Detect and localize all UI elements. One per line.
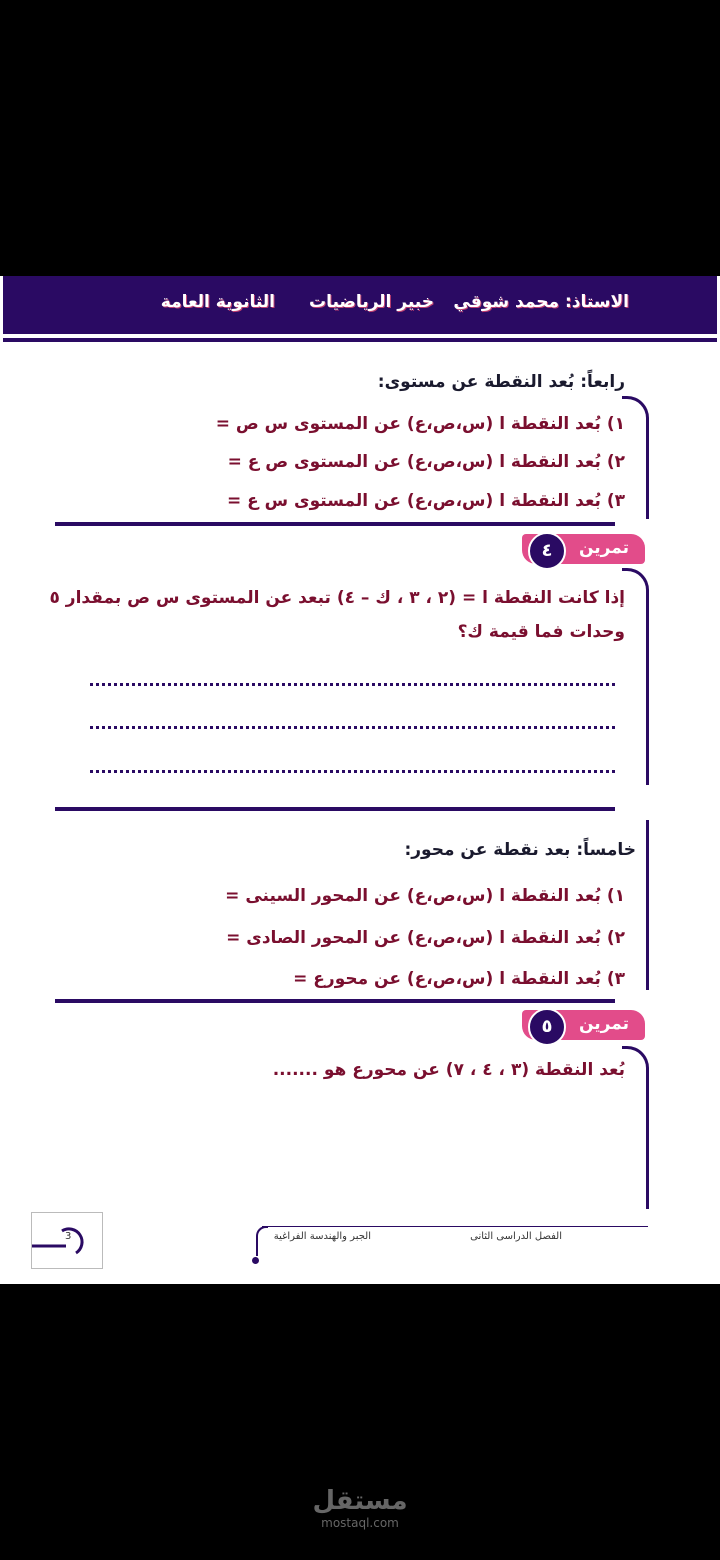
section4-rule (55, 522, 615, 526)
page-number: 3 (65, 1231, 72, 1242)
header-divider (3, 338, 717, 342)
exercise5-label: تمرين (578, 1014, 629, 1034)
exercise4-number: ٤ (528, 532, 566, 570)
section5-rule (55, 999, 615, 1003)
section4-title: رابعاً: بُعد النقطة عن مستوى: (377, 372, 625, 392)
section5-item-3: ٣) بُعد النقطة ا (س،ص،ع) عن محورع = (293, 969, 625, 989)
header-teacher: الاستاذ: محمد شوقي (453, 292, 629, 312)
page-number-box (31, 1212, 103, 1269)
exercise4-line-1: إذا كانت النقطة ا = (٢ ، ٣ ، ك – ٤) تبعد عن المستوى س ص بمقدار ٥ (49, 588, 625, 608)
exercise4-bracket (622, 568, 649, 785)
answer-line-2[interactable] (90, 726, 615, 729)
footer-semester: الفصل الدراسى الثانى (470, 1231, 562, 1242)
worksheet-page (0, 276, 720, 1284)
watermark-url: mostaql.com (321, 1516, 399, 1530)
header-expert: خبير الرياضيات (308, 292, 434, 312)
footer-curve (256, 1226, 268, 1256)
footer-line (262, 1226, 648, 1227)
exercise4-rule (55, 807, 615, 811)
footer-subject: الجبر والهندسة الفراغية (273, 1231, 371, 1242)
section5-bracket (646, 820, 649, 990)
section4-item-1: ١) بُعد النقطة ا (س،ص،ع) عن المستوى س ص = (215, 414, 625, 434)
section4-item-3: ٣) بُعد النقطة ا (س،ص،ع) عن المستوى س ع = (226, 491, 625, 511)
exercise4-line-2: وحدات فما قيمة ك؟ (457, 622, 625, 642)
footer-dot (252, 1257, 259, 1264)
section4-bracket (622, 396, 649, 519)
section5-title: خامساً: بعد نقطة عن محور: (404, 840, 636, 860)
answer-line-1[interactable] (90, 683, 615, 686)
exercise5-number: ٥ (528, 1008, 566, 1046)
watermark (0, 1486, 720, 1530)
header-grade: الثانوية العامة (160, 292, 275, 312)
answer-line-3[interactable] (90, 770, 615, 773)
watermark-brand: مستقل (312, 1486, 408, 1516)
exercise5-bracket (622, 1046, 649, 1209)
section5-item-1: ١) بُعد النقطة ا (س،ص،ع) عن المحور السينى = (225, 886, 625, 906)
exercise4-label: تمرين (578, 538, 629, 558)
page-header (3, 276, 717, 334)
section4-item-2: ٢) بُعد النقطة ا (س،ص،ع) عن المستوى ص ع = (227, 452, 625, 472)
section5-item-2: ٢) بُعد النقطة ا (س،ص،ع) عن المحور الصادى = (226, 928, 625, 948)
exercise5-question: بُعد النقطة (٣ ، ٤ ، ٧) عن محورع هو ....... (272, 1060, 625, 1080)
